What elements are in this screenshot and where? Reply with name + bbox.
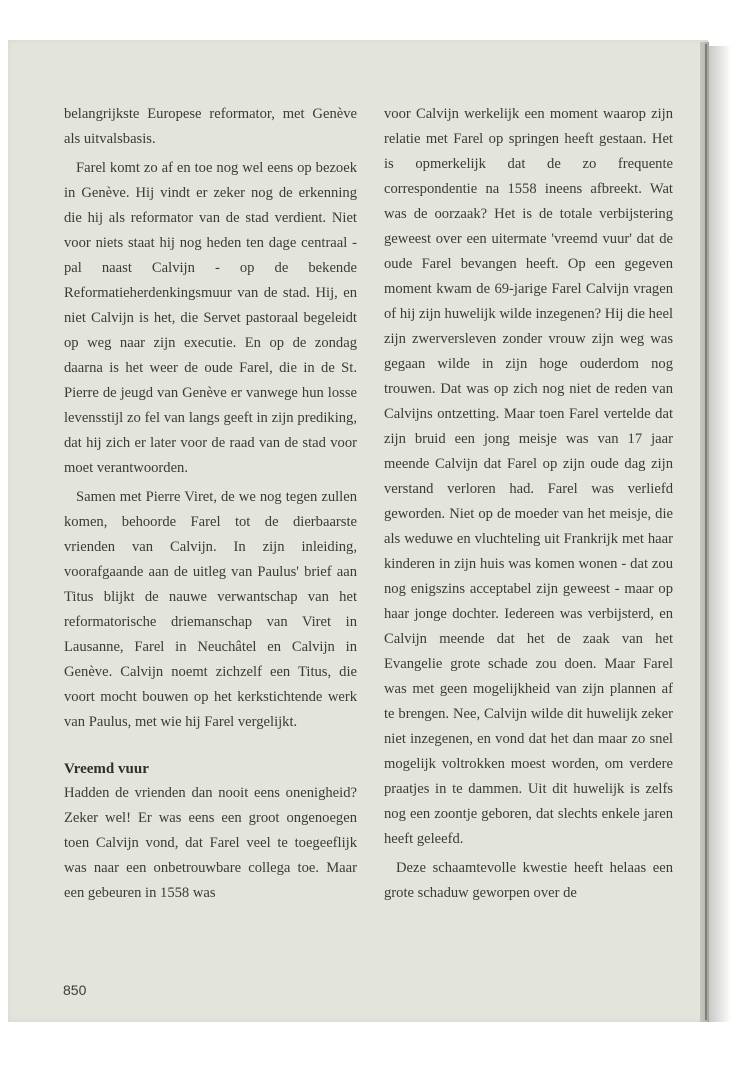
paragraph: Farel komt zo af en toe nog wel eens op bezoek in Genève. Hij vindt er zeker nog de erkenning die hij als reformator van de stad verdient. Niet voor niets staat hij nog heden ten dage centraal - pal naast Calvijn - op de bekende Reformatieherdenkingsmuur van de stad. Hij, en niet Calvijn is het, die Servet pastoraal begeleidt op weg naar zijn executie. En op de zondag daarna is het weer de oude Farel, die in de St. Pierre de jeugd van Genève er vanwege hun losse levensstijl zo fel van langs geeft in zijn prediking, dat hij zich er later voor de raad van de stad voor moet verantwoorden.	[64, 160, 357, 476]
page-number: 850	[63, 982, 87, 998]
paragraph: belangrijkste Europese reformator, met Genève als uitvalsbasis.	[64, 106, 357, 147]
right-column	[384, 102, 673, 906]
binding-line	[705, 44, 707, 1020]
page-shadow	[709, 46, 731, 1022]
paragraph: Deze schaamtevolle kwestie heeft helaas een grote schaduw geworpen over de	[384, 860, 673, 901]
paragraph: Samen met Pierre Viret, de we nog tegen zullen komen, behoorde Farel tot de dierbaarste vrienden van Calvijn. In zijn inleiding, voorafgaande aan de uitleg van Paulus' brief aan Titus blijkt de nauwe verwantschap van het reformatorische driemanschap van Viret in Lausanne, Farel in Neuchâtel en Calvijn in Genève. Calvijn noemt zichzelf een Titus, die voort mocht bouwen op het kerkstichtende werk van Paulus, met wie hij Farel vergelijkt.	[64, 489, 357, 730]
paragraph: voor Calvijn werkelijk een moment waarop zijn relatie met Farel op springen heeft gestaan. Het is opmerkelijk dat de zo frequente correspondentie na 1558 ineens afbreekt. Wat was de oorzaak? Het is de totale verbijstering geweest over een uitermate 'vreemd vuur' dat de oude Farel bevangen heeft. Op een gegeven moment kwam de 69-jarige Farel Calvijn vragen of hij zijn huwelijk wilde inzegenen? Hij die heel zijn zwerversleven zonder vrouw zijn weg was gegaan wilde in zijn hoge ouderdom nog trouwen. Dat was op zich nog niet de reden van Calvijns ontzetting. Maar toen Farel vertelde dat zijn bruid een jong meisje was van 17 jaar meende Calvijn dat Farel op zijn oude dag zijn verstand verloren had. Farel was verliefd geworden. Niet op de moeder van het meisje, die als weduwe en vluchteling uit Frankrijk met haar kinderen in zijn huis was komen wonen - dat zou nog enigszins acceptabel zijn geweest - maar op haar jonge dochter. Iedereen was verbijsterd, en Calvijn meende dat het de zaak van het Evangelie grote schade zou doen. Maar Farel was met geen mogelijkheid van zijn plannen af te brengen. Nee, Calvijn wilde dit huwelijk zeker niet inzegenen, en vond dat het dan maar zo snel mogelijk voltrokken moest worden, om verdere praatjes in te dammen. Uit dit huwelijk is zelfs nog een zoontje geboren, dat slechts enkele jaren heeft geleefd.	[384, 106, 673, 847]
paragraph: Hadden de vrienden dan nooit eens onenigheid? Zeker wel! Er was eens een groot ongenoegen toen Calvijn vond, dat Farel veel te toegeeflijk was naar een onbetrouwbare collega toe. Maar een gebeuren in 1558 was	[64, 785, 357, 901]
left-column	[64, 102, 357, 906]
section-heading: Vreemd vuur	[64, 761, 149, 777]
